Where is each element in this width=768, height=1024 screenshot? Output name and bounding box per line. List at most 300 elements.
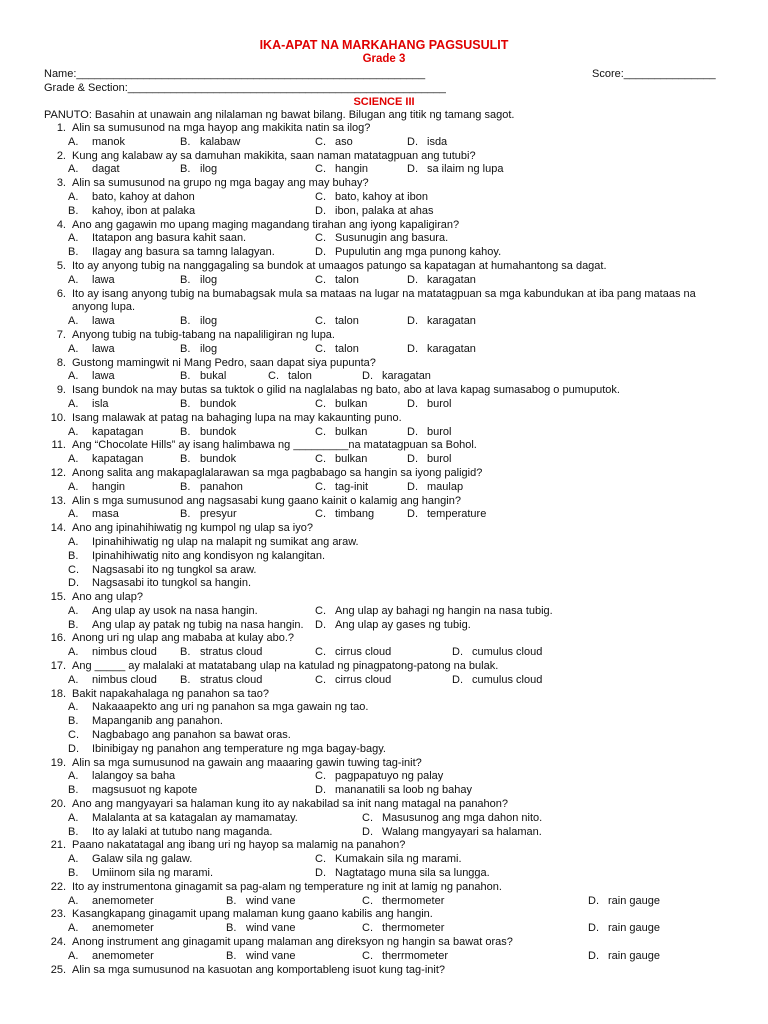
choice-letter: A. [68,397,79,410]
choice-row [0,853,768,867]
choice-row [0,191,768,205]
question-text: Ito ay anyong tubig na nanggagaling sa bundok at umaagos patungo sa kapatagan at humahantong sa dagat. [72,259,607,272]
question-number: 7. [56,328,66,341]
choice-text: cumulus cloud [472,646,543,659]
answer-choice[interactable] [315,508,374,522]
choice-text: timbang [335,508,375,521]
choice-text: kapatagan [92,425,144,438]
choice-row [0,812,768,826]
answer-choice[interactable] [68,232,246,246]
choice-row [0,715,768,729]
choice-text: stratus cloud [200,673,263,686]
choice-letter: A. [68,163,79,176]
choice-text: cumulus cloud [472,673,543,686]
question-item [0,757,768,771]
answer-choice[interactable] [68,315,115,329]
choice-letter: C. [315,425,326,438]
answer-choice[interactable] [180,370,226,384]
answer-choice[interactable] [407,136,447,150]
choice-letter: D. [407,163,418,176]
choice-letter: C. [315,163,326,176]
answer-choice[interactable] [68,743,386,757]
choice-text: talon [335,273,359,286]
answer-choice[interactable] [315,163,368,177]
choice-text: Walang mangyayari sa halaman. [382,825,542,838]
answer-choice[interactable] [68,343,115,357]
choice-letter: B. [226,894,237,907]
choice-letter: B. [226,922,237,935]
choice-letter: A. [68,232,79,245]
answer-choice[interactable] [68,853,192,867]
choice-letter: A. [68,535,79,548]
question-number: 24. [50,936,66,949]
answer-choice[interactable] [68,163,120,177]
question-item [0,495,768,509]
choice-letter: B. [180,480,191,493]
choice-row [0,701,768,715]
choice-letter: C. [315,342,326,355]
question-text: Ito ay instrumentona ginagamit sa pag-alam ng temperature ng init at lamig ng panahon. [72,880,502,893]
exam-title: IKA-APAT NA MARKAHANG PAGSUSULIT [259,38,509,52]
question-item [0,839,768,853]
choice-row [0,784,768,798]
choice-text: bulkan [335,453,368,466]
choice-text: burol [427,453,452,466]
answer-choice[interactable] [68,191,195,205]
choice-letter: D. [407,425,418,438]
question-text: Gustong mamingwit ni Mang Pedro, saan dapat siya pupunta? [72,356,376,369]
answer-choice[interactable] [68,950,154,964]
question-number: 2. [56,149,66,162]
question-item [0,660,768,674]
instructions: PANUTO: Basahin at unawain ang nilalaman ng bawat bilang. Bilugan ang titik ng tamang sagot. [44,109,515,121]
score-line: Score:_______________ [592,68,716,80]
question-number: 9. [56,384,66,397]
choice-letter: D. [588,949,599,962]
answer-choice[interactable] [315,398,367,412]
choice-row [0,550,768,564]
question-item [0,219,768,233]
choice-text: ilog [200,342,218,355]
answer-choice[interactable] [268,370,312,384]
answer-choice[interactable] [407,453,451,467]
choice-text: stratus cloud [200,646,263,659]
choice-letter: D. [452,646,463,659]
choice-letter: C. [315,315,326,328]
choice-text: Ang ulap ay usok na nasa hangin. [92,604,258,617]
answer-choice[interactable] [315,646,391,660]
choice-row [0,232,768,246]
question-text: Alin sa mga sumusunod na kasuotan ang komportableng isuot kung tag-init? [72,963,446,976]
choice-letter: C. [315,453,326,466]
choice-letter: D. [315,867,326,880]
choice-text: bundok [200,453,237,466]
choice-letter: C. [362,894,373,907]
answer-choice[interactable] [68,508,119,522]
answer-choice[interactable] [180,453,236,467]
choice-text: panahon [200,480,243,493]
answer-choice[interactable] [68,826,272,840]
answer-choice[interactable] [68,784,197,798]
choice-letter: B. [180,135,191,148]
choice-text: bulkan [335,397,368,410]
answer-choice[interactable] [68,136,125,150]
choice-letter: D. [588,894,599,907]
question-number: 13. [50,494,66,507]
choice-text: anemometer [92,922,154,935]
answer-choice[interactable] [362,812,542,826]
choice-letter: D. [68,577,79,590]
question-text: Ano ang ulap? [72,591,143,604]
question-number: 23. [50,908,66,921]
choice-row [0,370,768,384]
choice-letter: B. [68,549,79,562]
choice-text: Ipinahihiwatig nito ang kondisyon ng kalangitan. [92,549,325,562]
choice-text: burol [427,425,452,438]
answer-choice[interactable] [315,605,553,619]
choice-text: magsusuot ng kapote [92,784,198,797]
choice-text: hangin [335,163,369,176]
question-text: Ang _____ ay malalaki at matatabang ulap na katulad ng pinagpatong-patong na bulak. [72,660,499,673]
choice-text: tag-init [335,480,369,493]
answer-choice[interactable] [362,895,444,909]
answer-choice[interactable] [226,922,296,936]
answer-choice[interactable] [226,950,296,964]
choice-text: bulkan [335,425,368,438]
choice-letter: B. [180,397,191,410]
choice-letter: A. [68,273,79,286]
answer-choice[interactable] [407,508,486,522]
choice-letter: A. [68,508,79,521]
choice-text: Ipinahihiwatig ng ulap na malapit ng sumikat ang araw. [92,535,359,548]
answer-choice[interactable] [452,646,542,660]
choice-row [0,646,768,660]
answer-choice[interactable] [588,950,660,964]
choice-text: pagpapatuyo ng palay [335,770,444,783]
answer-choice[interactable] [180,315,217,329]
answer-choice[interactable] [68,729,291,743]
choice-text: lawa [92,315,115,328]
answer-choice[interactable] [315,205,433,219]
question-text: Anyong tubig na tubig-tabang na napaliligiran ng lupa. [72,328,335,341]
choice-letter: D. [315,204,326,217]
choice-letter: C. [362,949,373,962]
choice-text: ibon, palaka at ahas [335,204,434,217]
choice-letter: D. [452,673,463,686]
choice-letter: D. [315,784,326,797]
choice-text: Itatapon ang basura kahit saan. [92,232,247,245]
choice-text: karagatan [427,315,476,328]
choice-row [0,398,768,412]
question-number: 1. [56,122,66,134]
choice-text: hangin [92,480,126,493]
choice-row [0,950,768,964]
choice-letter: A. [68,853,79,866]
answer-choice[interactable] [452,674,542,688]
choice-letter: A. [68,370,79,383]
choice-text: Galaw sila ng galaw. [92,853,193,866]
answer-choice[interactable] [68,922,154,936]
choice-text: ilog [200,273,218,286]
choice-letter: A. [68,922,79,935]
question-text: Kasangkapang ginagamit upang malaman kung gaano kabilis ang hangin. [72,908,433,921]
choice-text: cirrus cloud [335,673,392,686]
question-item [0,591,768,605]
question-item [0,467,768,481]
answer-choice[interactable] [68,205,195,219]
choice-row [0,246,768,260]
choice-text: sa ilaim ng lupa [427,163,504,176]
answer-choice[interactable] [68,550,325,564]
answer-choice[interactable] [68,812,298,826]
choice-text: anemometer [92,949,154,962]
choice-text: wind vane [246,949,296,962]
choice-letter: C. [315,190,326,203]
choice-text: karagatan [427,342,476,355]
choice-text: Nakaaapekto ang uri ng panahon sa mga gawain ng tao. [92,701,369,714]
choice-letter: D. [407,135,418,148]
choice-text: temperature [427,508,487,521]
answer-choice[interactable] [68,701,368,715]
choice-letter: B. [180,508,191,521]
choice-letter: D. [407,453,418,466]
answer-choice[interactable] [180,343,217,357]
choice-row [0,343,768,357]
question-number: 8. [56,356,66,369]
choice-row [0,163,768,177]
question-item [0,632,768,646]
choice-row [0,619,768,633]
choice-text: isda [427,135,448,148]
grade-label: Grade 3 [362,53,406,65]
question-item [0,439,768,453]
choice-letter: A. [68,604,79,617]
answer-choice[interactable] [68,426,143,440]
answer-choice[interactable] [362,922,444,936]
question-text-continued [0,301,768,315]
answer-choice[interactable] [315,770,443,784]
choice-letter: B. [68,618,79,631]
choice-row [0,508,768,522]
answer-choice[interactable] [68,536,359,550]
choice-text: Ilagay ang basura sa tamng lalagyan. [92,246,275,259]
answer-choice[interactable] [180,274,217,288]
answer-choice[interactable] [315,674,391,688]
answer-choice[interactable] [407,343,476,357]
answer-choice[interactable] [68,867,213,881]
choice-text: Pupulutin ang mga punong kahoy. [335,246,502,259]
choice-letter: A. [68,894,79,907]
choice-text: thermometer [382,922,445,935]
question-item [0,150,768,164]
question-item [0,908,768,922]
answer-choice[interactable] [315,136,353,150]
subject-heading: SCIENCE III [353,96,415,108]
answer-choice[interactable] [315,191,428,205]
choice-row [0,867,768,881]
choice-text: wind vane [246,922,296,935]
question-list [0,122,768,977]
answer-choice[interactable] [68,770,175,784]
answer-choice[interactable] [68,370,115,384]
choice-row [0,895,768,909]
name-line: Name:_________________________________________________________ [44,68,426,80]
answer-choice[interactable] [362,370,431,384]
choice-letter: B. [68,246,79,259]
choice-row [0,274,768,288]
question-text: Anong instrument ang ginagamit upang malaman ang direksyon ng hangin sa bawat oras? [72,936,513,949]
answer-choice[interactable] [68,646,157,660]
choice-letter: A. [68,646,79,659]
choice-letter: D. [407,508,418,521]
choice-text: lawa [92,342,115,355]
choice-letter: C. [315,673,326,686]
choice-text: dagat [92,163,120,176]
answer-choice[interactable] [68,619,304,633]
question-text: Ito ay isang anyong tubig na bumabagsak mula sa mataas na lugar na matatagpuan sa mga kabundukan at iba pang mataas na [72,287,696,300]
choice-text: Kumakain sila ng marami. [335,853,462,866]
choice-text: talon [288,370,312,383]
choice-text: lalangoy sa baha [92,770,176,783]
question-number: 17. [50,660,66,673]
choice-text: talon [335,342,359,355]
question-item [0,964,768,978]
choice-letter: A. [68,770,79,783]
answer-choice[interactable] [180,481,243,495]
answer-choice[interactable] [180,426,236,440]
choice-text: rain gauge [608,949,660,962]
question-item [0,688,768,702]
answer-choice[interactable] [315,784,472,798]
answer-choice[interactable] [315,453,367,467]
question-text: Bakit napakahalaga ng panahon sa tao? [72,687,269,700]
choice-text: karagatan [382,370,431,383]
answer-choice[interactable] [180,398,236,412]
choice-letter: B. [180,425,191,438]
question-number: 22. [50,880,66,893]
choice-text: thermometer [382,894,445,907]
answer-choice[interactable] [180,508,237,522]
question-continuation: anyong lupa. [72,301,135,314]
answer-choice[interactable] [180,136,240,150]
answer-choice[interactable] [407,274,476,288]
choice-letter: A. [68,315,79,328]
choice-text: therrmometer [382,949,449,962]
answer-choice[interactable] [226,895,296,909]
choice-text: nimbus cloud [92,673,157,686]
answer-choice[interactable] [68,246,275,260]
choice-letter: B. [68,715,79,728]
answer-choice[interactable] [407,398,451,412]
choice-letter: D. [315,246,326,259]
answer-choice[interactable] [315,246,501,260]
choice-text: manok [92,135,126,148]
choice-text: Masusunog ang mga dahon nito. [382,811,543,824]
choice-text: Nagtatago muna sila sa lungga. [335,867,490,880]
question-item [0,329,768,343]
choice-letter: D. [407,397,418,410]
answer-choice[interactable] [362,826,542,840]
choice-letter: A. [68,190,79,203]
choice-row [0,577,768,591]
question-text: Anong salita ang makapaglalarawan sa mga pagbabago sa hangin sa iyong paligid? [72,466,483,479]
choice-letter: C. [68,729,79,742]
answer-choice[interactable] [407,315,476,329]
answer-choice[interactable] [315,481,368,495]
choice-text: Nagbabago ang panahon sa bawat oras. [92,729,291,742]
choice-text: Ibinibigay ng panahon ang temperature ng mga bagay-bagy. [92,742,386,755]
answer-choice[interactable] [68,895,154,909]
choice-letter: B. [180,673,191,686]
answer-choice[interactable] [407,163,503,177]
choice-text: kapatagan [92,453,144,466]
answer-choice[interactable] [362,950,448,964]
choice-text: presyur [200,508,237,521]
question-number: 12. [50,466,66,479]
answer-choice[interactable] [315,315,359,329]
answer-choice[interactable] [68,674,157,688]
choice-text: Umiinom sila ng marami. [92,867,214,880]
choice-letter: A. [68,480,79,493]
answer-choice[interactable] [68,274,115,288]
answer-choice[interactable] [180,646,262,660]
question-item [0,260,768,274]
answer-choice[interactable] [315,426,367,440]
choice-letter: C. [315,853,326,866]
choice-letter: C. [268,370,279,383]
answer-choice[interactable] [315,274,359,288]
question-text: Alin sa sumusunod na grupo ng mga bagay ang may buhay? [72,177,369,190]
choice-row [0,136,768,150]
answer-choice[interactable] [315,867,490,881]
answer-choice[interactable] [180,163,217,177]
choice-letter: C. [315,646,326,659]
answer-choice[interactable] [68,564,257,578]
question-item [0,122,768,136]
choice-letter: B. [68,825,79,838]
answer-choice[interactable] [68,481,125,495]
answer-choice[interactable] [68,715,223,729]
choice-letter: B. [180,163,191,176]
answer-choice[interactable] [315,619,471,633]
answer-choice[interactable] [315,853,462,867]
answer-choice[interactable] [68,605,258,619]
answer-choice[interactable] [588,922,660,936]
choice-letter: C. [315,135,326,148]
answer-choice[interactable] [315,232,448,246]
answer-choice[interactable] [68,453,143,467]
question-text: Ano ang mangyayari sa halaman kung ito ay nakabilad sa init nang matagal na panahon? [72,798,509,811]
answer-choice[interactable] [315,343,359,357]
answer-choice[interactable] [588,895,660,909]
choice-text: maulap [427,480,464,493]
question-item [0,798,768,812]
choice-row [0,426,768,440]
choice-text: Ang ulap ay patak ng tubig na nasa hangin. [92,618,304,631]
choice-text: Ito ay lalaki at tutubo nang maganda. [92,825,273,838]
answer-choice[interactable] [68,398,109,412]
choice-text: bato, kahoy at dahon [92,190,195,203]
answer-choice[interactable] [68,577,251,591]
choice-text: anemometer [92,894,154,907]
choice-text: Mapanganib ang panahon. [92,715,223,728]
section-line: Grade & Section:____________________________________________________ [44,82,446,94]
answer-choice[interactable] [407,426,451,440]
answer-choice[interactable] [180,674,262,688]
choice-letter: D. [407,315,418,328]
choice-text: lawa [92,370,115,383]
answer-choice[interactable] [407,481,463,495]
